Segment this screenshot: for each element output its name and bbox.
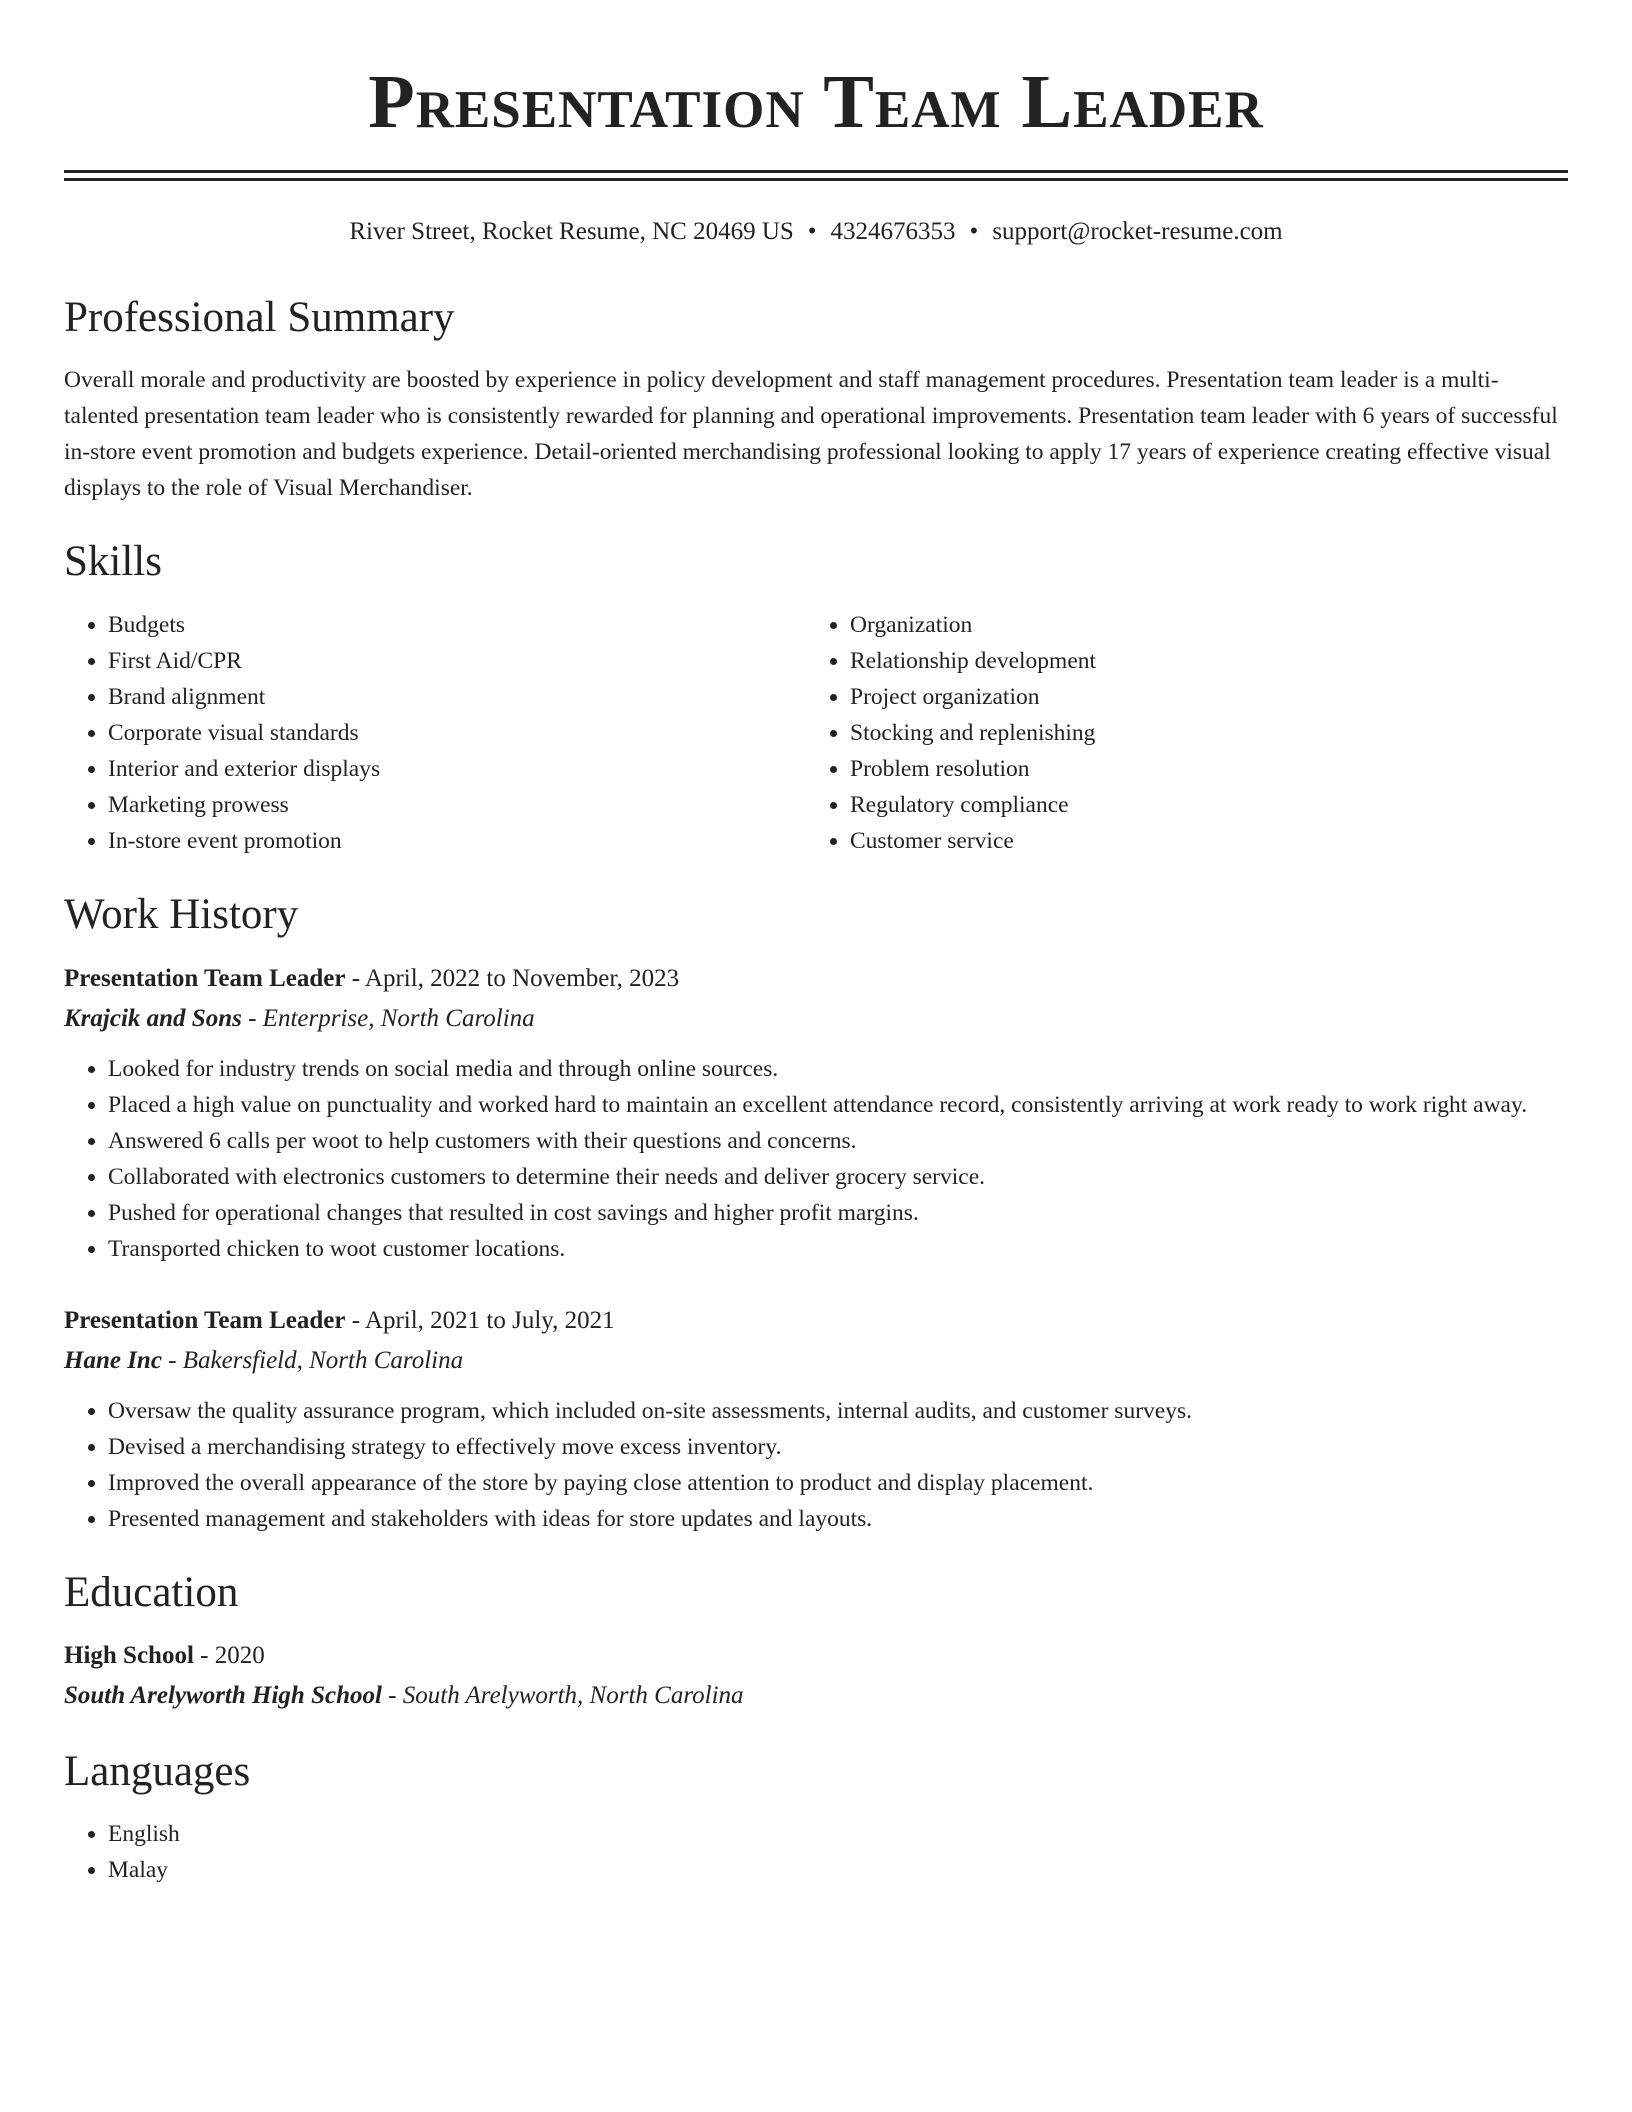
- job-duty: • Collaborated with electronics customers to determine their needs and deliver grocery service.: [108, 1159, 1568, 1195]
- education-heading: Education: [64, 1568, 239, 1616]
- education-entry: [64, 1636, 1568, 1716]
- job-location: - Enterprise, North Carolina: [241, 1004, 535, 1032]
- education-degree-line: [64, 1636, 1568, 1676]
- work-history-heading: Work History: [64, 891, 299, 939]
- skills-heading: Skills: [64, 537, 162, 585]
- job-duties: [64, 1051, 1568, 1267]
- skill-item: • Marketing prowess: [108, 787, 806, 823]
- contact-email: support@rocket-resume.com: [992, 218, 1283, 245]
- education-school-line: [64, 1676, 1568, 1716]
- job-dates: - April, 2022 to November, 2023: [345, 964, 680, 992]
- job-duty: • Placed a high value on punctuality and worked hard to maintain an excellent attendance record, consistently arriving at work ready to work right away.: [108, 1087, 1568, 1123]
- job-duty: • Presented management and stakeholders with ideas for store updates and layouts.: [108, 1501, 1568, 1537]
- job-company-line: [64, 1341, 1568, 1381]
- skill-item: • Brand alignment: [108, 679, 806, 715]
- contact-phone: 4324676353: [830, 218, 956, 245]
- job-duty: • Answered 6 calls per woot to help customers with their questions and concerns.: [108, 1123, 1568, 1159]
- job-company-line: [64, 999, 1568, 1039]
- education-year: - 2020: [193, 1642, 265, 1670]
- skills-list: [64, 607, 1568, 859]
- job-duty: • Oversaw the quality assurance program, which included on-site assessments, internal audits, and customer surveys.: [108, 1393, 1568, 1429]
- job-dates: - April, 2021 to July, 2021: [345, 1306, 615, 1334]
- job-duty: • Improved the overall appearance of the store by paying close attention to product and display placement.: [108, 1465, 1568, 1501]
- job-duty: • Pushed for operational changes that resulted in cost savings and higher profit margins.: [108, 1195, 1568, 1231]
- skill-item: • Stocking and replenishing: [850, 715, 1548, 751]
- summary-text: Overall morale and productivity are boosted by experience in policy development and staff management procedures. Presentation team leader is a multi-talented presentation team leader who is consistently rewarded for planning and operational improvements. Presentation team leader with 6 years of successful in-store event promotion and budgets experience. Detail-oriented merchandising professional looking to apply 17 years of experience creating effective visual displays to the role of Visual Merchandiser.: [64, 366, 1558, 501]
- job-entry: [64, 1301, 1568, 1537]
- job-company: Hane Inc: [64, 1346, 162, 1374]
- job-title-line: [64, 1301, 1568, 1341]
- skill-item: • Relationship development: [850, 643, 1548, 679]
- contact-address: River Street, Rocket Resume, NC 20469 US: [349, 218, 794, 245]
- education-school: South Arelyworth High School: [64, 1682, 382, 1710]
- skill-item: • Customer service: [850, 823, 1548, 859]
- skill-item: • Budgets: [108, 607, 806, 643]
- contact-separator: •: [807, 218, 817, 245]
- skill-item: • Problem resolution: [850, 751, 1548, 787]
- job-title: Presentation Team Leader: [64, 964, 346, 992]
- language-item: • Malay: [108, 1852, 1568, 1888]
- languages-list: [64, 1816, 1568, 1888]
- skill-item: • In-store event promotion: [108, 823, 806, 859]
- language-item: • English: [108, 1816, 1568, 1852]
- job-duties: [64, 1393, 1568, 1537]
- job-title: Presentation Team Leader: [64, 1306, 346, 1334]
- skills-column-left: [64, 607, 806, 859]
- contact-separator: •: [969, 218, 979, 245]
- skill-item: • Corporate visual standards: [108, 715, 806, 751]
- job-location: - Bakersfield, North Carolina: [161, 1346, 464, 1374]
- contact-line: [64, 217, 1568, 247]
- skill-item: • Interior and exterior displays: [108, 751, 806, 787]
- header-double-rule: [64, 170, 1568, 181]
- education-location: - South Arelyworth, North Carolina: [381, 1682, 744, 1710]
- education-degree: High School: [64, 1642, 194, 1670]
- languages-heading: Languages: [64, 1748, 251, 1796]
- skill-item: • Organization: [850, 607, 1548, 643]
- skill-item: • First Aid/CPR: [108, 643, 806, 679]
- summary-heading: Professional Summary: [64, 294, 455, 341]
- job-entry: [64, 959, 1568, 1267]
- job-company: Krajcik and Sons: [64, 1004, 242, 1032]
- skills-column-right: [806, 607, 1548, 859]
- job-duty: • Transported chicken to woot customer locations.: [108, 1231, 1568, 1267]
- job-duty: • Devised a merchandising strategy to effectively move excess inventory.: [108, 1429, 1568, 1465]
- job-duty: • Looked for industry trends on social media and through online sources.: [108, 1051, 1568, 1087]
- candidate-name: Presentation Team Leader: [368, 60, 1264, 144]
- skill-item: • Regulatory compliance: [850, 787, 1548, 823]
- skill-item: • Project organization: [850, 679, 1548, 715]
- job-title-line: [64, 959, 1568, 999]
